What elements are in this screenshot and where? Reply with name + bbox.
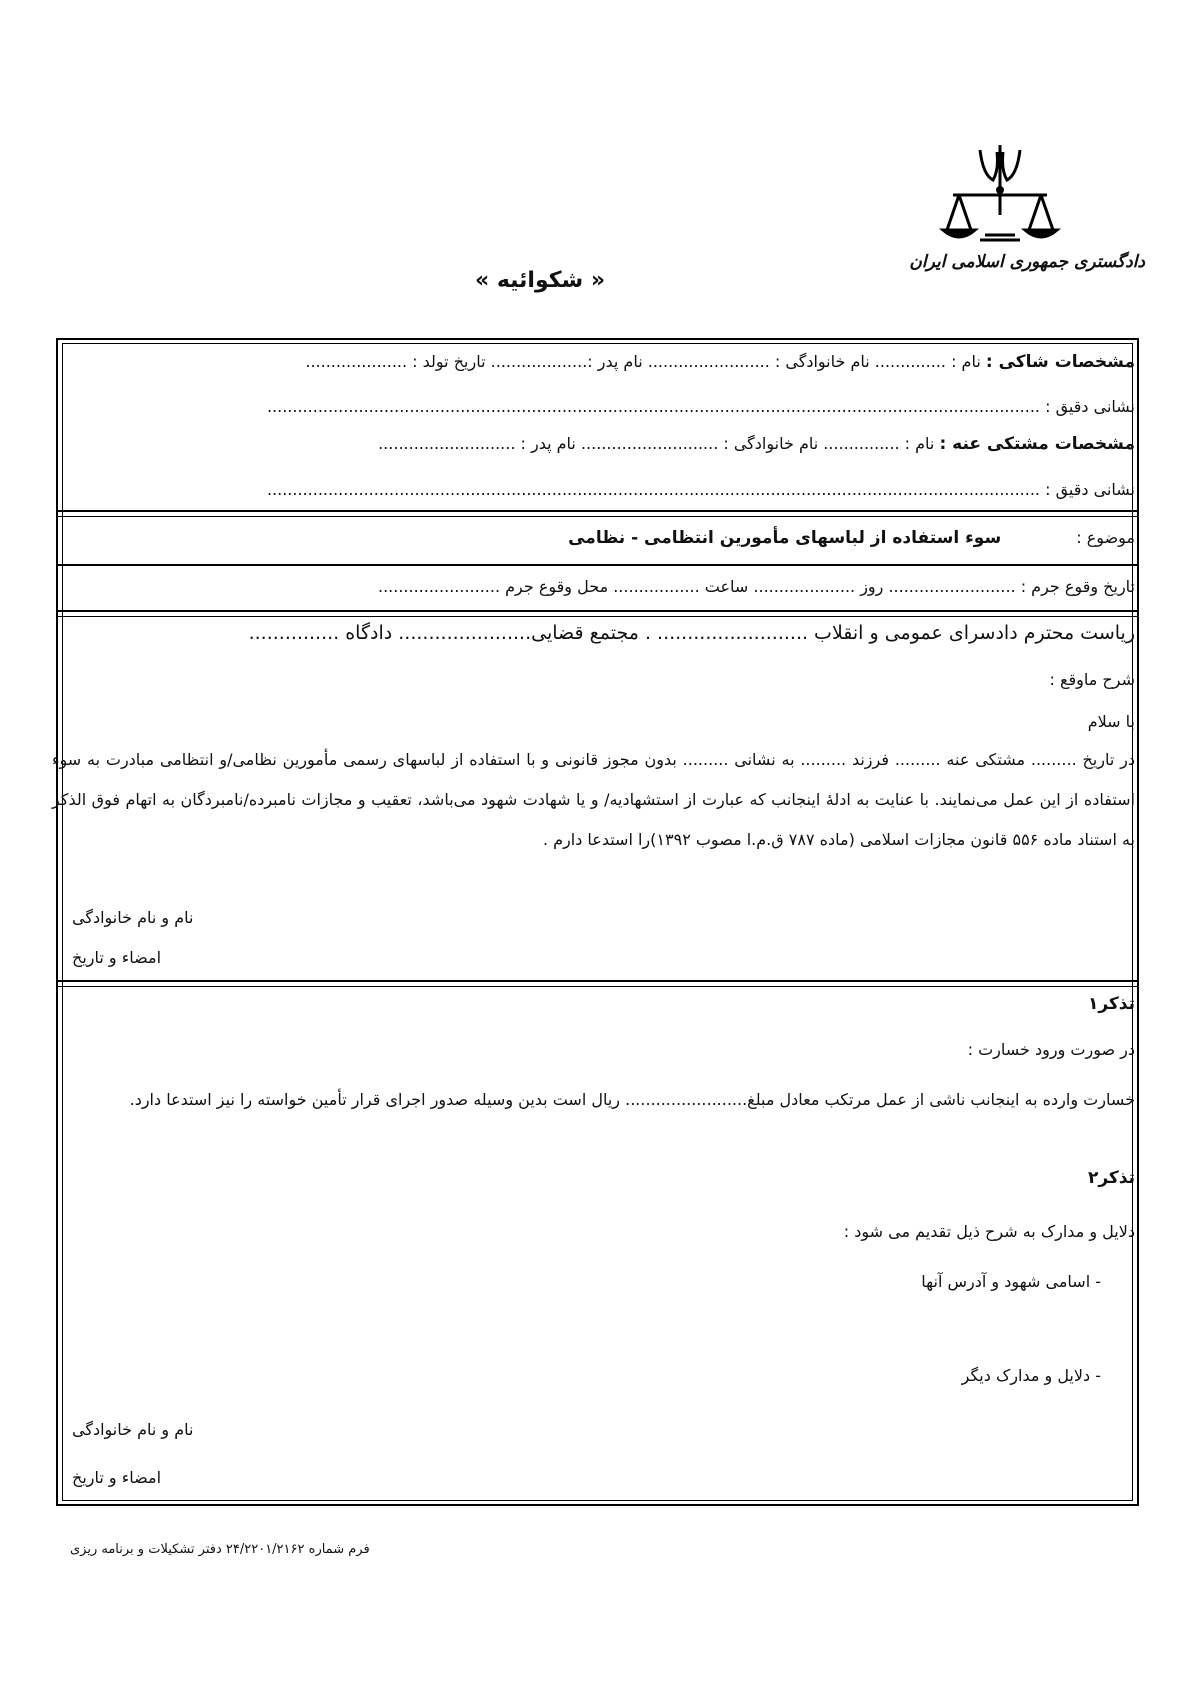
signature-date-label: امضاء و تاریخ (72, 948, 162, 967)
divider (56, 610, 1139, 612)
divider (56, 510, 1139, 512)
divider (56, 986, 1139, 987)
note1-title: تذکر۱ (1087, 994, 1135, 1014)
plaintiff-row (305, 352, 1135, 372)
plaintiff-address[interactable]: نشانی دقیق : ........................................................................................................................................................ (266, 397, 1135, 416)
divider (56, 980, 1139, 982)
defendant-address[interactable]: نشانی دقیق : ........................................................................................................................................................ (266, 480, 1135, 499)
greeting: با سلام (1087, 712, 1135, 731)
note2-title: تذکر۲ (1087, 1168, 1135, 1188)
signature-name-label: نام و نام خانوادگی (72, 908, 194, 927)
subject-row (568, 528, 1135, 548)
final-signature-date-label: امضاء و تاریخ (72, 1468, 162, 1487)
subject-value: سوء استفاده از لباسهای مأمورین انتظامی - نظامی (568, 528, 1002, 548)
final-signature-name-label: نام و نام خانوادگی (72, 1420, 194, 1439)
note2-item-witnesses: - اسامی شهود و آدرس آنها (921, 1272, 1101, 1291)
divider (56, 516, 1139, 517)
page-title: « شکوائیه » (474, 268, 606, 293)
description-label: شرح ماوقع : (1049, 670, 1135, 689)
plaintiff-fields[interactable]: نام : .............. نام خانوادگی : ........................ نام پدر :................... تاریخ تولد : .................... (305, 352, 981, 371)
divider (56, 616, 1139, 617)
defendant-row (378, 434, 1135, 454)
defendant-fields[interactable]: نام : ............... نام خانوادگی : ........................... نام پدر : ........................... (378, 434, 935, 453)
divider (56, 564, 1139, 566)
note2-intro: دلایل و مدارک به شرح ذیل تقدیم می شود : (843, 1222, 1135, 1241)
plaintiff-heading: مشخصات شاکی : (985, 352, 1135, 372)
subject-label: موضوع : (1076, 528, 1135, 547)
complaint-paragraph: در تاریخ ......... مشتکی عنه ......... فرزند ......... به نشانی ......... بدون مجوز قانونی و با استفاده از لباسهای رسمی مأمورین نظامی/و انتظامی مبادرت به سوء استفاده از این عمل می‌نمایند. با عنایت به ادلهٔ اینجانب که عبارت از استشهادیه/ و یا شهادت شهود می‌باشد، تعقیب و مجازات نامبرده/نامبردگان به اتهام فوق الذکر به استناد ماده ۵۵۶ قانون مجازات اسلامی (ماده ۷۸۷ ق.م.ا مصوب ۱۳۹۲)را استدعا دارم . (52, 750, 1135, 849)
defendant-heading: مشخصات مشتکی عنه : (939, 434, 1135, 454)
incident-row[interactable]: تاریخ وقوع جرم : ......................... روز .................... ساعت ................. محل وقوع جرم ........................ (377, 577, 1135, 596)
note2-item-evidence: - دلایل و مدارک دیگر (961, 1366, 1101, 1385)
issuer-name: دادگستری جمهوری اسلامی ایران (909, 252, 1145, 272)
court-address-line[interactable]: ریاست محترم دادسرای عمومی و انقلاب ......................... . مجتمع قضایی...................... دادگاه ............... (248, 622, 1135, 644)
note1-paragraph: خسارت وارده به اینجانب ناشی از عمل مرتکب معادل مبلغ........................ ریال است بدین وسیله صدور اجرای قرار تأمین خواسته را نیز استدعا دارد. (129, 1090, 1135, 1109)
judiciary-emblem-icon (935, 140, 1065, 270)
form-number: فرم شماره ۲۴/۲۲۰۱/۲۱۶۲ دفتر تشکیلات و برنامه ریزی (70, 1542, 370, 1557)
note1-intro: در صورت ورود خسارت : (967, 1040, 1135, 1059)
